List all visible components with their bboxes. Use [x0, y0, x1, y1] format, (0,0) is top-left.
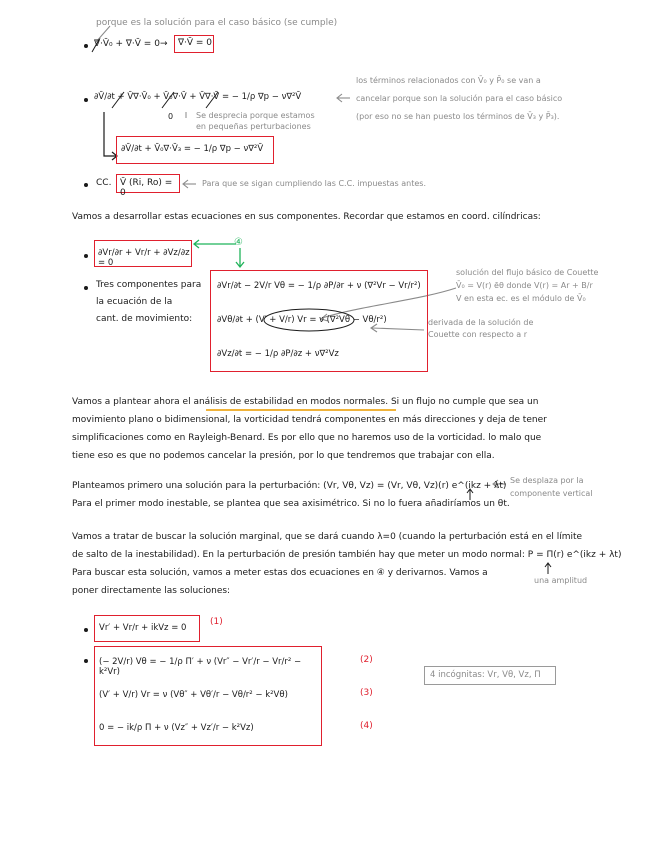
paragraph-normal-modes-line1: Vamos a plantear ahora el análisis de estabilidad en modos normales. Si un flujo no cumple que sea un	[72, 397, 539, 407]
linearized-momentum-equation: ∂V̄/∂t + V̄₀∇·V̄₃ = − 1/ρ ∇p − ν∇²V̄	[121, 144, 264, 154]
three-components-line1: Tres componentes para	[96, 280, 202, 290]
zero-mark: 0	[168, 112, 174, 121]
note-couette-line2: V̄₀ = V(r) ēθ donde V(r) = Ar + B/r	[456, 281, 593, 290]
cc-label: CC.	[96, 178, 112, 188]
note-amplitude: una amplitud	[534, 576, 588, 585]
note-displacement-line2: componente vertical	[510, 489, 593, 498]
paragraph-perturbation-line1: Planteamos primero una solución para la perturbación: (Vr, Vθ, Vz) = (Vr, Vθ, Vz)(r) e^(ikz + λt)	[72, 481, 507, 491]
three-components-line3: cant. de movimiento:	[96, 314, 193, 324]
boundary-condition-equation: V̄ (Ri, Ro) = 0	[120, 178, 173, 198]
note-couette-line3: V en esta ec. es el módulo de V̄₀	[456, 294, 586, 303]
momentum-theta-equation: ∂Vθ/∂t + (V′ + V/r) Vr = ν (∇²Vθ − Vθ/r²)	[217, 315, 387, 325]
solution-1-box	[94, 615, 200, 642]
bullet	[84, 659, 88, 663]
continuity-equation: ∂Vr/∂r + Vr/r + ∂Vz/∂z = 0	[98, 248, 190, 268]
solutions-2-4-box	[94, 646, 322, 746]
note-cancel-line2: cancelar porque son la solución para el caso básico	[356, 94, 563, 103]
momentum-perturbation-equation: ∂V̄/∂t + V̄∇·V̄₀ + V̄₀∇·V̄ + V̄∇·V̄ = − 1/ρ ∇p − ν∇²V̄	[94, 92, 302, 102]
highlight-underline	[206, 409, 396, 411]
marker-circle-a: ④	[234, 237, 243, 248]
bullet	[84, 628, 88, 632]
note-couette-line1: solución del flujo básico de Couette	[456, 268, 599, 277]
note-derivative-line1: derivada de la solución de	[428, 318, 534, 327]
implies-arrow: →	[160, 39, 168, 49]
paragraph-normal-modes-line3: simplificaciones como en Rayleigh-Benard. Es por ello que no haremos uso de la vorticidad. lo malo que	[72, 433, 542, 443]
equation-number-4: (4)	[360, 721, 373, 731]
momentum-z-equation: ∂Vz/∂t = − 1/ρ ∂P/∂z + ν∇²Vz	[217, 349, 339, 359]
note-derivative-line2: Couette con respecto a r	[428, 330, 528, 339]
paragraph-marginal-line4: poner directamente las soluciones:	[72, 586, 231, 596]
note-neglect: Se desprecia porque estamos en pequeñas perturbaciones	[196, 111, 315, 131]
note-boundary-conditions: Para que se sigan cumpliendo las C.C. impuestas antes.	[202, 179, 427, 188]
divergence-equation: ∇·V̄₀ + ∇·V̄ = 0	[94, 39, 160, 49]
paragraph-marginal-line3: Para buscar esta solución, vamos a meter estas dos ecuaciones en ④ y derivarnos. Vamos a	[72, 568, 488, 578]
equation-number-3: (3)	[360, 688, 373, 698]
note-cancel-line1: los términos relacionados con V̄₀ y P̄₀ se van a	[356, 76, 541, 85]
solution-2-equation: (− 2V/r) Vθ = − 1/ρ Π′ + ν (Vr″ − Vr′/r − Vr/r² − k²Vr)	[99, 657, 302, 677]
equation-number-2: (2)	[360, 655, 373, 665]
equation-number-1: (1)	[210, 617, 223, 627]
unknowns-text: 4 incógnitas: Vr, Vθ, Vz, Π	[430, 670, 541, 680]
intro-components: Vamos a desarrollar estas ecuaciones en sus componentes. Recordar que estamos en coord. cilíndricas:	[72, 212, 541, 222]
paragraph-normal-modes-line4: tiene eso es que no podemos cancelar la presión, por lo que tendremos que trabajar con ella.	[72, 451, 495, 461]
paragraph-perturbation-line2: Para el primer modo inestable, se plantea que sea axisimétrico. Si no lo fuera añadiríamos un θt.	[72, 499, 510, 509]
paragraph-marginal-line1: Vamos a tratar de buscar la solución marginal, que se dará cuando λ=0 (cuando la perturbación está en el límite	[72, 532, 583, 542]
note-basic-solution: porque es la solución para el caso básico (se cumple)	[96, 18, 338, 28]
solution-1-equation: Vr′ + Vr/r + ikVz = 0	[99, 623, 187, 633]
note-displacement-line1: Se desplaza por la	[510, 476, 584, 485]
unknowns-box	[424, 666, 556, 685]
three-components-line2: la ecuación de la	[96, 297, 173, 307]
solution-3-equation: (V′ + V/r) Vr = ν (Vθ″ + Vθ′/r − Vθ/r² − k²Vθ)	[99, 690, 288, 700]
note-cancel-line3: (por eso no se han puesto los términos de V̄₃ y P̄₃).	[356, 112, 560, 121]
paragraph-normal-modes-line2: movimiento plano o bidimensional, la vorticidad tendrá componentes en más direcciones y deja de tener	[72, 415, 547, 425]
momentum-r-equation: ∂Vr/∂t − 2V/r Vθ = − 1/ρ ∂P/∂r + ν (∇²Vr − Vr/r²)	[217, 281, 421, 291]
solution-4-equation: 0 = − ik/ρ Π + ν (Vz″ + Vz′/r − k²Vz)	[99, 723, 254, 733]
paragraph-marginal-line2: de salto de la inestabilidad). En la perturbación de presión también hay que meter un modo normal: P = Π(r) e^(ikz + λt)	[72, 550, 622, 560]
divergence-free-equation: ∇·V̄ = 0	[178, 38, 213, 48]
